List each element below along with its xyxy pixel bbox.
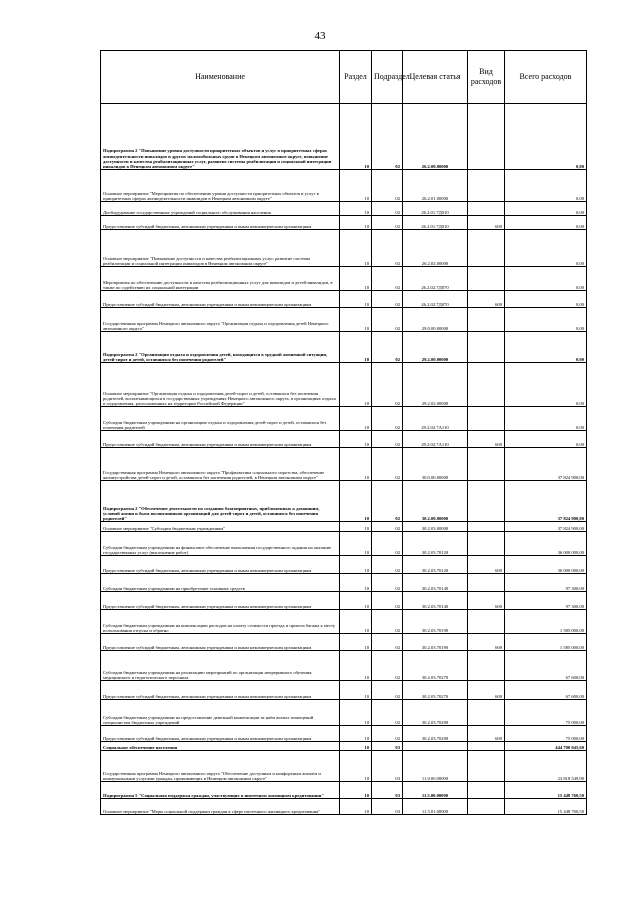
cell-section: 10 xyxy=(340,202,372,216)
cell-total: 0,00 xyxy=(505,363,587,407)
cell-section: 10 xyxy=(340,700,372,726)
cell-subsection: 03 xyxy=(372,782,403,799)
table-row xyxy=(101,202,587,216)
cell-expense-kind: 600 xyxy=(468,291,505,308)
cell-target-article: 30.2.03.70190 xyxy=(403,634,468,651)
cell-name: Субсидии бюджетным учреждениям на финансовое обеспечение выполнения государственного задания на оказание государственных услуг (выполнение работ) xyxy=(101,532,340,556)
cell-total: 37 824 900,00 xyxy=(505,448,587,481)
cell-name: Основное мероприятие "Субсидии бюджетным учреждениям" xyxy=(101,522,340,532)
cell-subsection: 02 xyxy=(372,170,403,202)
cell-total: 0,00 xyxy=(505,202,587,216)
cell-expense-kind xyxy=(468,104,505,170)
table-header-row xyxy=(101,51,587,104)
cell-subsection: 02 xyxy=(372,634,403,651)
cell-total: 97 300,00 xyxy=(505,574,587,592)
cell-section: 10 xyxy=(340,799,372,815)
table-row xyxy=(101,104,587,170)
cell-section: 10 xyxy=(340,592,372,610)
cell-expense-kind xyxy=(468,782,505,799)
table-row xyxy=(101,726,587,742)
cell-name: Подпрограмма 2 "Организация отдыха и оздоровления детей, находящихся в трудной жизненной ситуации, детей-сирот и детей, оставшихся без попечения родителей" xyxy=(101,332,340,363)
table-row xyxy=(101,230,587,267)
header-total: Всего расходов xyxy=(505,51,587,104)
cell-target-article: 30.2.03.70140 xyxy=(403,574,468,592)
cell-total: 0,00 xyxy=(505,170,587,202)
cell-name: Мероприятия по обеспечению доступности и качества реабилитационных услуг для инвалидов и детей-инвалидов, в также по содействию их социальной интеграции xyxy=(101,267,340,291)
cell-subsection: 03 xyxy=(372,742,403,751)
cell-total: 0,00 xyxy=(505,332,587,363)
cell-section: 10 xyxy=(340,407,372,431)
cell-expense-kind xyxy=(468,202,505,216)
cell-section: 10 xyxy=(340,481,372,522)
cell-section: 10 xyxy=(340,726,372,742)
cell-section: 10 xyxy=(340,574,372,592)
cell-section: 10 xyxy=(340,267,372,291)
cell-target-article: 11.5.01.00000 xyxy=(403,799,468,815)
cell-subsection: 02 xyxy=(372,267,403,291)
cell-subsection: 02 xyxy=(372,291,403,308)
cell-expense-kind: 600 xyxy=(468,634,505,651)
cell-subsection: 02 xyxy=(372,230,403,267)
table-row xyxy=(101,782,587,799)
cell-section: 10 xyxy=(340,170,372,202)
cell-name: Основное мероприятие "Меры социальной поддержки граждан в сфере ипотечного жилищного кредитования" xyxy=(101,799,340,815)
cell-target-article: 26.2.00.00000 xyxy=(403,104,468,170)
cell-total: 37 824 900,00 xyxy=(505,522,587,532)
cell-total: 36 000 000,00 xyxy=(505,556,587,574)
cell-subsection: 02 xyxy=(372,522,403,532)
table-row xyxy=(101,363,587,407)
table-row xyxy=(101,592,587,610)
table-row xyxy=(101,332,587,363)
header-section: Раздел xyxy=(340,51,372,104)
cell-subsection: 02 xyxy=(372,407,403,431)
cell-total: 37 824 900,00 xyxy=(505,481,587,522)
cell-total: 0,00 xyxy=(505,308,587,332)
table-row xyxy=(101,170,587,202)
cell-name: Основное мероприятие "Мероприятия по обеспечению уровня доступности приоритетных объектов и услуг в приоритетных сферах жизнедеятельности инвалидов в Ненецком автономном округе" xyxy=(101,170,340,202)
cell-section: 10 xyxy=(340,751,372,782)
cell-total: 97 300,00 xyxy=(505,592,587,610)
cell-section: 10 xyxy=(340,556,372,574)
cell-name: Государственная программа Ненецкого автономного округа "Профилактика социального сиротства, обеспечение жизнеустройства детей-сирот и детей, оставшихся без попечения родителей, в Ненецком автономном округе" xyxy=(101,448,340,481)
table-row xyxy=(101,308,587,332)
cell-target-article: 30.2.03.70290 xyxy=(403,700,468,726)
cell-total: 0,00 xyxy=(505,407,587,431)
cell-subsection: 02 xyxy=(372,592,403,610)
cell-target-article: 26.2.02.00000 xyxy=(403,230,468,267)
cell-section: 10 xyxy=(340,532,372,556)
cell-section: 10 xyxy=(340,742,372,751)
cell-total: 1 585 000,00 xyxy=(505,634,587,651)
cell-subsection: 02 xyxy=(372,332,403,363)
cell-expense-kind xyxy=(468,332,505,363)
cell-target-article: 30.2.03.70140 xyxy=(403,592,468,610)
cell-total: 15 448 760,50 xyxy=(505,799,587,815)
cell-target-article: 30.2.03.70190 xyxy=(403,610,468,634)
header-expense-kind: Вид расходов xyxy=(468,51,505,104)
cell-subsection: 02 xyxy=(372,532,403,556)
cell-section: 10 xyxy=(340,104,372,170)
cell-name: Субсидии бюджетным учреждениям на приобретение основных средств xyxy=(101,574,340,592)
cell-subsection: 02 xyxy=(372,308,403,332)
cell-name: Предоставление субсидий бюджетным, автономным учреждениям и иным некоммерческим организациям xyxy=(101,556,340,574)
cell-total: 0,00 xyxy=(505,267,587,291)
cell-name: Предоставление субсидий бюджетным, автономным учреждениям и иным некоммерческим организациям xyxy=(101,291,340,308)
cell-expense-kind xyxy=(468,230,505,267)
cell-expense-kind xyxy=(468,532,505,556)
cell-total: 0,00 xyxy=(505,230,587,267)
cell-total: 75 000,00 xyxy=(505,700,587,726)
cell-name: Социальное обеспечение населения xyxy=(101,742,340,751)
cell-target-article: 26.2.02.7Д070 xyxy=(403,291,468,308)
cell-target-article: 30.2.03.70290 xyxy=(403,726,468,742)
table-row xyxy=(101,651,587,681)
cell-expense-kind: 600 xyxy=(468,556,505,574)
header-name: Наименование xyxy=(101,51,340,104)
cell-target-article: 30.2.00.00000 xyxy=(403,481,468,522)
cell-expense-kind xyxy=(468,574,505,592)
cell-subsection: 02 xyxy=(372,681,403,700)
cell-name: Основное мероприятие "Повышение доступности и качества реабилитационных услуг, развитие системы реабилитации и социальной интеграции инвалидов в Ненецком автономном округе" xyxy=(101,230,340,267)
cell-expense-kind xyxy=(468,407,505,431)
header-target-article: Целевая статья xyxy=(403,51,468,104)
cell-target-article: 30.2.03.70270 xyxy=(403,681,468,700)
cell-name: Субсидии бюджетным учреждениям на организацию отдыха и оздоровления детей-сирот и детей, оставшихся без попечения родителей xyxy=(101,407,340,431)
table-row xyxy=(101,291,587,308)
cell-expense-kind: 600 xyxy=(468,726,505,742)
cell-expense-kind xyxy=(468,308,505,332)
cell-expense-kind xyxy=(468,448,505,481)
cell-name: Субсидии бюджетным учреждениям на реализацию мероприятий по организации непрерывного обучения медицинского и педагогического персонала xyxy=(101,651,340,681)
cell-name: Подпрограмма 5 "Социальная поддержка граждан, участвующих в ипотечном жилищном кредитовании" xyxy=(101,782,340,799)
cell-total: 0,00 xyxy=(505,291,587,308)
cell-subsection: 02 xyxy=(372,431,403,448)
table-row xyxy=(101,634,587,651)
cell-subsection: 02 xyxy=(372,556,403,574)
cell-target-article: 30.2.03.70270 xyxy=(403,651,468,681)
cell-section: 10 xyxy=(340,681,372,700)
cell-subsection: 02 xyxy=(372,363,403,407)
cell-total: 67 600,00 xyxy=(505,681,587,700)
cell-section: 10 xyxy=(340,522,372,532)
cell-section: 10 xyxy=(340,332,372,363)
cell-target-article: 26.2.02.7Д070 xyxy=(403,267,468,291)
table-row xyxy=(101,532,587,556)
cell-target-article: 30.0.00.00000 xyxy=(403,448,468,481)
cell-section: 10 xyxy=(340,782,372,799)
cell-total: 0,00 xyxy=(505,104,587,170)
cell-name: Государственная программа Ненецкого автономного округа "Организация отдыха и оздоровления детей Ненецкого автономного округа" xyxy=(101,308,340,332)
cell-total: 67 600,00 xyxy=(505,651,587,681)
cell-name: Дооборудование государственных учреждений социального обслуживания населения xyxy=(101,202,340,216)
page-number: 43 xyxy=(314,30,326,42)
cell-subsection: 02 xyxy=(372,104,403,170)
table-body xyxy=(101,104,587,815)
cell-total: 1 585 000,00 xyxy=(505,610,587,634)
cell-section: 10 xyxy=(340,230,372,267)
table-row xyxy=(101,556,587,574)
cell-name: Субсидии бюджетным учреждениям на предоставление денежной компенсации за наём жилых помещений специалистам бюджетных учреждений xyxy=(101,700,340,726)
cell-section: 10 xyxy=(340,651,372,681)
cell-name: Предоставление субсидий бюджетным, автономным учреждениям и иным некоммерческим организациям xyxy=(101,634,340,651)
cell-target-article: 26.2.01.00000 xyxy=(403,170,468,202)
table-row xyxy=(101,431,587,448)
cell-total: 23 818 549,90 xyxy=(505,751,587,782)
cell-target-article: 29.2.02.7А110 xyxy=(403,407,468,431)
cell-name: Субсидии бюджетным учреждениям на компенсацию расходов на оплату стоимости проезда и провоза багажа к месту использования отпуска и обратно xyxy=(101,610,340,634)
cell-expense-kind xyxy=(468,651,505,681)
cell-target-article: 30.2.03.00000 xyxy=(403,522,468,532)
cell-target-article: 26.2.01.7Д010 xyxy=(403,202,468,216)
cell-name: Подпрограмма 2 "Обеспечение деятельности по созданию благоприятных, приближенных к домашним, условий жизни и быта воспитанников организаций для детей-сирот и детей, оставшихся без попечения родителей" xyxy=(101,481,340,522)
cell-expense-kind xyxy=(468,700,505,726)
table-row xyxy=(101,448,587,481)
cell-total: 0,00 xyxy=(505,216,587,230)
cell-target-article: 29.2.02.7А110 xyxy=(403,431,468,448)
cell-section: 10 xyxy=(340,291,372,308)
cell-target-article: 29.2.02.00000 xyxy=(403,363,468,407)
cell-target-article: 26.2.01.7Д010 xyxy=(403,216,468,230)
header-subsection: Подраздел xyxy=(372,51,403,104)
cell-expense-kind: 600 xyxy=(468,216,505,230)
cell-name: Предоставление субсидий бюджетным, автономным учреждениям и иным некоммерческим организациям xyxy=(101,592,340,610)
table-row xyxy=(101,407,587,431)
cell-subsection: 02 xyxy=(372,651,403,681)
cell-subsection: 03 xyxy=(372,751,403,782)
cell-name: Предоставление субсидий бюджетным, автономным учреждениям и иным некоммерческим организациям xyxy=(101,216,340,230)
cell-subsection: 02 xyxy=(372,202,403,216)
table-row xyxy=(101,742,587,751)
cell-target-article: 29.2.00.00000 xyxy=(403,332,468,363)
cell-target-article: 11.0.00.00000 xyxy=(403,751,468,782)
cell-expense-kind xyxy=(468,267,505,291)
table-row xyxy=(101,799,587,815)
table-row xyxy=(101,481,587,522)
cell-total: 0,00 xyxy=(505,431,587,448)
cell-expense-kind xyxy=(468,363,505,407)
cell-subsection: 02 xyxy=(372,448,403,481)
cell-section: 10 xyxy=(340,308,372,332)
cell-expense-kind xyxy=(468,610,505,634)
cell-subsection: 02 xyxy=(372,574,403,592)
table-row xyxy=(101,522,587,532)
cell-name: Основное мероприятие "Организация отдыха и оздоровления детей-сирот и детей, оставшихся без попечения родителей, воспитывающихся в государственных учреждениях Ненецкого автономного округа, в организациях отдыха и оздоровления, расположенных на территории Российской Федерации" xyxy=(101,363,340,407)
table-row xyxy=(101,751,587,782)
cell-subsection: 02 xyxy=(372,700,403,726)
cell-name: Предоставление субсидий бюджетным, автономным учреждениям и иным некоммерческим организациям xyxy=(101,726,340,742)
table-row xyxy=(101,267,587,291)
cell-subsection: 02 xyxy=(372,481,403,522)
cell-name: Предоставление субсидий бюджетным, автономным учреждениям и иным некоммерческим организациям xyxy=(101,681,340,700)
cell-subsection: 02 xyxy=(372,216,403,230)
table-row xyxy=(101,681,587,700)
cell-expense-kind xyxy=(468,742,505,751)
cell-subsection: 02 xyxy=(372,610,403,634)
cell-section: 10 xyxy=(340,363,372,407)
cell-section: 10 xyxy=(340,216,372,230)
cell-target-article: 30.2.03.70120 xyxy=(403,556,468,574)
table-row xyxy=(101,700,587,726)
cell-total: 15 448 760,50 xyxy=(505,782,587,799)
cell-expense-kind: 600 xyxy=(468,592,505,610)
cell-expense-kind: 600 xyxy=(468,431,505,448)
cell-expense-kind xyxy=(468,751,505,782)
cell-expense-kind xyxy=(468,799,505,815)
cell-expense-kind xyxy=(468,522,505,532)
cell-expense-kind xyxy=(468,170,505,202)
cell-expense-kind xyxy=(468,481,505,522)
cell-section: 10 xyxy=(340,634,372,651)
cell-target-article: 29.0.00.00000 xyxy=(403,308,468,332)
cell-subsection: 02 xyxy=(372,726,403,742)
table-row xyxy=(101,216,587,230)
cell-name: Государственная программа Ненецкого автономного округа "Обеспечение доступным и комфортным жильём и коммунальными услугами граждан, проживающих в Ненецком автономном округе" xyxy=(101,751,340,782)
cell-name: Предоставление субсидий бюджетным, автономным учреждениям и иным некоммерческим организациям xyxy=(101,431,340,448)
cell-target-article: 30.2.03.70120 xyxy=(403,532,468,556)
cell-total: 36 000 000,00 xyxy=(505,532,587,556)
cell-name: Подпрограмма 2 "Повышение уровня доступности приоритетных объектов и услуг в приоритетных сферах жизнедеятельности инвалидов и других маломобильных групп в Ненецком автономном округе, повышение доступности и качества реабилитационных услуг, развитие системы реабилитации и социальной интеграции инвалидов в Ненецком автономном округе" xyxy=(101,104,340,170)
cell-subsection: 03 xyxy=(372,799,403,815)
cell-section: 10 xyxy=(340,610,372,634)
table-row xyxy=(101,610,587,634)
cell-total: 75 000,00 xyxy=(505,726,587,742)
cell-expense-kind: 600 xyxy=(468,681,505,700)
cell-total: 444 700 045,60 xyxy=(505,742,587,751)
cell-section: 10 xyxy=(340,431,372,448)
budget-table xyxy=(100,50,587,815)
cell-section: 10 xyxy=(340,448,372,481)
cell-target-article xyxy=(403,742,468,751)
table-row xyxy=(101,574,587,592)
cell-target-article: 11.5.00.00000 xyxy=(403,782,468,799)
